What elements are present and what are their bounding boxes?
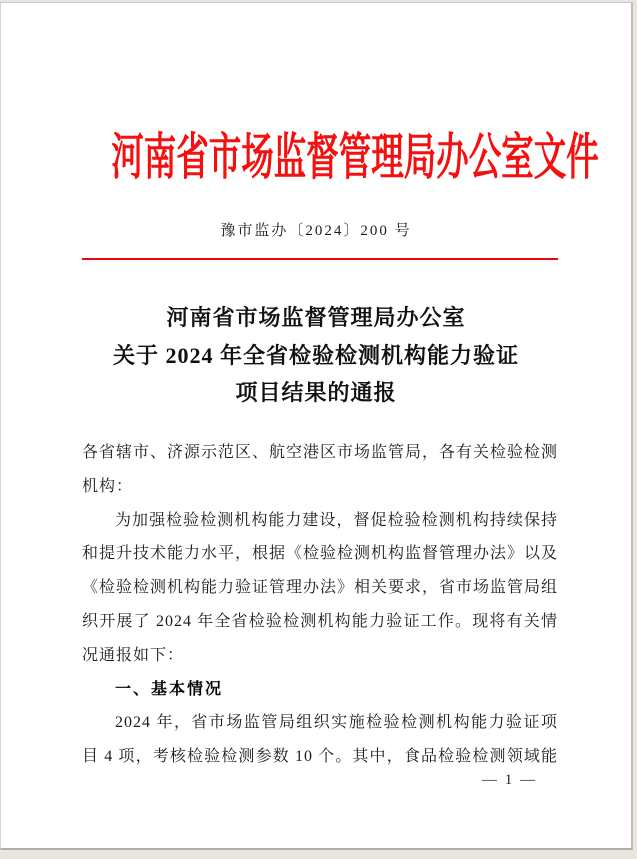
document-title	[1, 299, 631, 412]
document-title-line-3: 项目结果的通报	[235, 380, 397, 405]
body-line-salutation-end: 机构：	[82, 477, 134, 495]
body-line-paragraph-2: 2024 年，省市场监管局组织实施检验检测机构能力验证项	[115, 714, 558, 732]
document-page	[0, 2, 633, 850]
red-header-banner-title: 河南省市场监督管理局办公室文件	[111, 129, 599, 185]
document-body	[82, 436, 558, 774]
document-title-line-2: 关于 2024 年全省检验检测机构能力验证	[112, 342, 519, 368]
document-number: 豫市监办〔2024〕200 号	[220, 223, 412, 239]
section-heading-basic-situation: 一、基本情况	[115, 680, 224, 698]
document-title-line-1: 河南省市场监督管理局办公室	[166, 305, 466, 330]
body-line-paragraph-1: 为加强检验检测机构能力建设，督促检验检测机构持续保持	[115, 511, 558, 529]
body-line-paragraph-1: 《检验检测机构能力验证管理办法》相关要求，省市场监管局组	[82, 579, 559, 597]
body-line-paragraph-1: 织开展了 2024 年全省检验检测机构能力验证工作。现将有关情	[82, 612, 558, 630]
red-divider-line	[82, 258, 558, 260]
page-number: — 1 —	[482, 772, 537, 788]
body-line-paragraph-1: 和提升技术能力水平，根据《检验检测机构监督管理办法》以及	[82, 545, 559, 563]
body-line-paragraph-2: 目 4 项，考核检验检测参数 10 个。其中，食品检验检测领域能	[82, 748, 558, 766]
body-line-paragraph-1-end: 况通报如下：	[82, 646, 185, 664]
body-line-salutation: 各省辖市、济源示范区、航空港区市场监管局，各有关检验检测	[82, 444, 559, 461]
